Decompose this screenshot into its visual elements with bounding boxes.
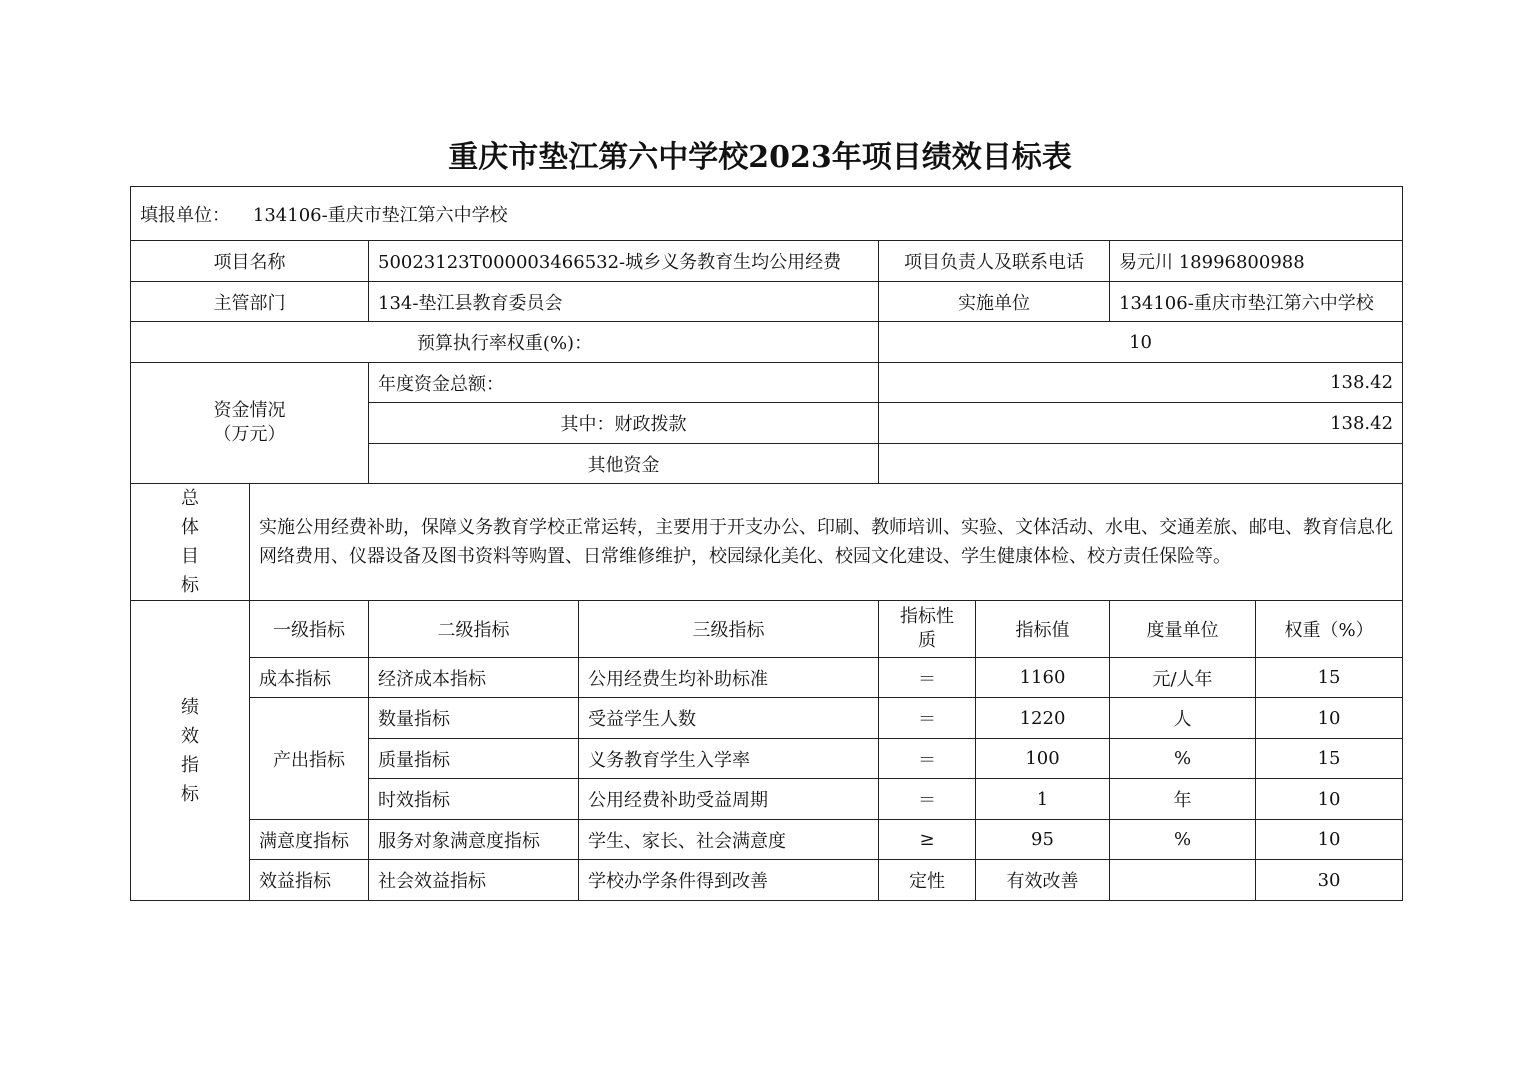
weight-cell: 10 bbox=[1256, 820, 1403, 860]
performance-indicators-char: 效 bbox=[181, 725, 199, 747]
funds-fiscal-label: 其中：财政拨款 bbox=[369, 403, 879, 444]
performance-target-table bbox=[130, 186, 1403, 901]
table-row bbox=[131, 658, 1403, 698]
level3-cell: 学校办学条件得到改善 bbox=[579, 860, 879, 901]
unit-cell bbox=[1110, 860, 1256, 901]
unit-cell: 元/人年 bbox=[1110, 658, 1256, 698]
weight-cell: 15 bbox=[1256, 739, 1403, 779]
department-row bbox=[131, 282, 1403, 322]
funds-other-value bbox=[879, 444, 1403, 484]
table-row bbox=[131, 820, 1403, 860]
level1-cell: 产出指标 bbox=[250, 698, 369, 820]
level1-cell: 效益指标 bbox=[250, 860, 369, 901]
budget-weight-value: 10 bbox=[879, 322, 1403, 363]
overall-goal-char: 总 bbox=[181, 488, 199, 509]
overall-goal-char: 标 bbox=[181, 575, 199, 596]
page-title: 重庆市垫江第六中学校2023年项目绩效目标表 bbox=[448, 140, 1072, 175]
project-leader-value: 易元川 18996800988 bbox=[1110, 241, 1403, 282]
value-cell: 有效改善 bbox=[976, 860, 1110, 901]
indicator-header-row bbox=[131, 601, 1403, 658]
value-cell: 95 bbox=[976, 820, 1110, 860]
unit-cell: 人 bbox=[1110, 698, 1256, 739]
unit-cell: 年 bbox=[1110, 779, 1256, 820]
value-cell: 1220 bbox=[976, 698, 1110, 739]
header-nature bbox=[879, 601, 976, 658]
funds-total-label: 年度资金总额： bbox=[369, 363, 879, 403]
overall-goal-label bbox=[131, 484, 250, 601]
weight-cell: 15 bbox=[1256, 658, 1403, 698]
unit-cell: % bbox=[1110, 739, 1256, 779]
level3-cell: 公用经费补助受益周期 bbox=[579, 779, 879, 820]
value-cell: 1 bbox=[976, 779, 1110, 820]
project-leader-label: 项目负责人及联系电话 bbox=[879, 241, 1110, 282]
performance-indicators-char: 标 bbox=[181, 783, 199, 805]
level2-cell: 经济成本指标 bbox=[369, 658, 579, 698]
table-row bbox=[131, 698, 1403, 739]
level1-cell: 成本指标 bbox=[250, 658, 369, 698]
level3-cell: 受益学生人数 bbox=[579, 698, 879, 739]
level2-cell: 社会效益指标 bbox=[369, 860, 579, 901]
performance-indicators-char: 绩 bbox=[181, 696, 199, 718]
fill-unit-cell bbox=[131, 187, 1403, 241]
performance-indicators-label bbox=[131, 601, 250, 901]
level3-cell: 义务教育学生入学率 bbox=[579, 739, 879, 779]
budget-weight-row bbox=[131, 322, 1403, 363]
nature-cell: 定性 bbox=[879, 860, 976, 901]
level2-cell: 质量指标 bbox=[369, 739, 579, 779]
weight-cell: 10 bbox=[1256, 698, 1403, 739]
funds-label-line2: （万元） bbox=[213, 424, 286, 445]
nature-cell: ＝ bbox=[879, 779, 976, 820]
level2-cell: 数量指标 bbox=[369, 698, 579, 739]
unit-cell: % bbox=[1110, 820, 1256, 860]
nature-cell: ＝ bbox=[879, 739, 976, 779]
project-name-value: 50023123T000003466532-城乡义务教育生均公用经费 bbox=[369, 241, 879, 282]
fill-unit-row bbox=[131, 187, 1403, 241]
fill-unit-label: 填报单位： bbox=[140, 204, 230, 226]
level2-cell: 服务对象满意度指标 bbox=[369, 820, 579, 860]
value-cell: 100 bbox=[976, 739, 1110, 779]
level3-cell: 公用经费生均补助标准 bbox=[579, 658, 879, 698]
funds-total-row bbox=[131, 363, 1403, 403]
funds-total-value: 138.42 bbox=[879, 363, 1403, 403]
header-value: 指标值 bbox=[976, 601, 1110, 658]
department-label: 主管部门 bbox=[131, 282, 369, 322]
implementing-unit-label: 实施单位 bbox=[879, 282, 1110, 322]
overall-goal-text: 实施公用经费补助，保障义务教育学校正常运转，主要用于开支办公、印刷、教师培训、实验、文体活动、水电、交通差旅、邮电、教育信息化网络费用、仪器设备及图书资料等购置、日常维修维护，校园绿化美化、校园文化建设、学生健康体检、校方责任保险等。 bbox=[250, 484, 1403, 601]
performance-indicators-char: 指 bbox=[181, 754, 199, 776]
project-name-label: 项目名称 bbox=[131, 241, 369, 282]
weight-cell: 10 bbox=[1256, 779, 1403, 820]
header-weight: 权重（%） bbox=[1256, 601, 1403, 658]
budget-weight-label: 预算执行率权重(%)： bbox=[131, 322, 879, 363]
header-level2: 二级指标 bbox=[369, 601, 579, 658]
overall-goal-row bbox=[131, 484, 1403, 601]
nature-cell: ＝ bbox=[879, 698, 976, 739]
department-value: 134-垫江县教育委员会 bbox=[369, 282, 879, 322]
weight-cell: 30 bbox=[1256, 860, 1403, 901]
level1-cell: 满意度指标 bbox=[250, 820, 369, 860]
header-level1: 一级指标 bbox=[250, 601, 369, 658]
level3-cell: 学生、家长、社会满意度 bbox=[579, 820, 879, 860]
header-unit: 度量单位 bbox=[1110, 601, 1256, 658]
nature-cell: ≥ bbox=[879, 820, 976, 860]
header-nature-line2: 质 bbox=[918, 630, 936, 651]
funds-label bbox=[131, 363, 369, 484]
overall-goal-char: 体 bbox=[181, 517, 199, 538]
level2-cell: 时效指标 bbox=[369, 779, 579, 820]
table-row bbox=[131, 860, 1403, 901]
funds-label-line1: 资金情况 bbox=[213, 400, 286, 421]
header-level3: 三级指标 bbox=[579, 601, 879, 658]
fill-unit-value: 134106-重庆市垫江第六中学校 bbox=[252, 204, 508, 226]
implementing-unit-value: 134106-重庆市垫江第六中学校 bbox=[1110, 282, 1403, 322]
nature-cell: ＝ bbox=[879, 658, 976, 698]
funds-other-label: 其他资金 bbox=[369, 444, 879, 484]
overall-goal-char: 目 bbox=[181, 546, 199, 567]
project-name-row bbox=[131, 241, 1403, 282]
value-cell: 1160 bbox=[976, 658, 1110, 698]
header-nature-line1: 指标性 bbox=[900, 606, 954, 627]
funds-fiscal-value: 138.42 bbox=[879, 403, 1403, 444]
